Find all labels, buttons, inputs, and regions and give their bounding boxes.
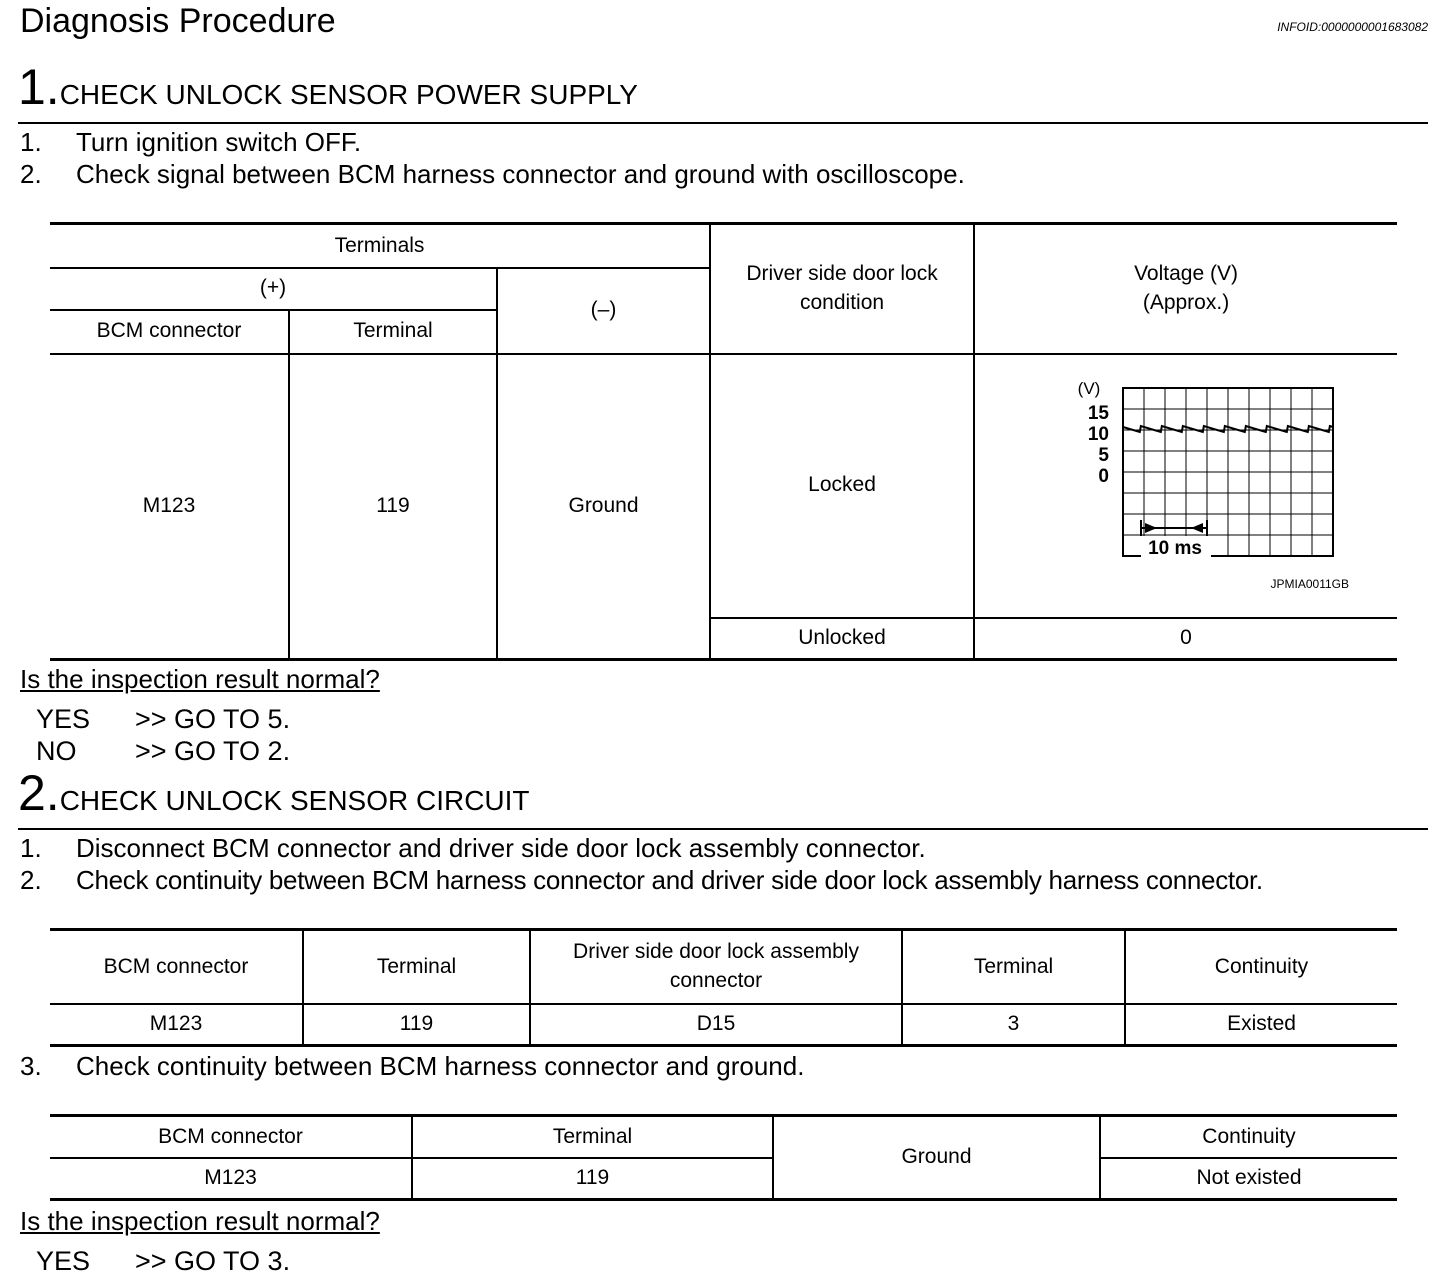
answer-key: YES — [36, 1246, 91, 1276]
step-1-heading — [18, 58, 638, 116]
plus-header: (+) — [50, 268, 497, 310]
time-scale-label: 10 ms — [1148, 538, 1202, 559]
row-connector: M123 — [50, 1158, 412, 1200]
row-continuity: Existed — [1125, 1004, 1397, 1046]
row-door-lock-connector: D15 — [530, 1004, 902, 1046]
row-door-lock-terminal: 3 — [902, 1004, 1125, 1046]
row-continuity: Not existed — [1100, 1158, 1397, 1200]
step-2-heading — [18, 764, 530, 822]
figure-id: JPMIA0011GB — [1270, 577, 1350, 591]
y-tick-label: 0 — [1098, 466, 1110, 487]
y-tick-label: 15 — [1087, 403, 1110, 424]
continuity-header: Continuity — [1100, 1116, 1397, 1158]
instruction-text: Check continuity between BCM harness connector and ground. — [76, 1051, 805, 1081]
step-1-divider — [18, 122, 1428, 124]
step-2-title: CHECK UNLOCK SENSOR CIRCUIT — [59, 785, 530, 816]
info-id: INFOID:0000000001683082 — [1277, 20, 1428, 34]
bcm-connector-header: BCM connector — [50, 310, 289, 354]
terminal-header: Terminal — [412, 1116, 773, 1158]
unlocked-condition: Unlocked — [710, 618, 974, 660]
signal-check-table — [50, 222, 1397, 661]
voltage-header — [974, 224, 1397, 354]
answer-key: NO — [36, 736, 77, 766]
step-2-instruction-2 — [0, 865, 1440, 897]
answer-yes-2 — [0, 1246, 600, 1278]
answer-yes-1 — [0, 704, 600, 736]
voltage-header-line2: (Approx.) — [1142, 290, 1230, 314]
terminal-header: Terminal — [303, 930, 530, 1004]
step-1-instruction-2 — [0, 159, 1440, 191]
door-lock-connector-header: Driver side door lock assembly connector — [530, 930, 902, 1004]
row-connector: M123 — [50, 1004, 303, 1046]
continuity-table-1 — [50, 928, 1397, 1047]
oscilloscope-waveform — [1021, 378, 1351, 593]
terminals-header: Terminals — [50, 224, 710, 268]
time-scale-marker — [1141, 520, 1211, 560]
terminal-header: Terminal — [289, 310, 497, 354]
answer-key: YES — [36, 704, 91, 734]
instruction-text: Turn ignition switch OFF. — [76, 127, 362, 157]
inspection-question-2: Is the inspection result normal? — [20, 1206, 380, 1236]
inspection-question-1: Is the inspection result normal? — [20, 664, 380, 694]
waveform-grid — [1123, 388, 1333, 556]
step-2-instruction-3 — [0, 1051, 1440, 1083]
row-terminal: 119 — [289, 354, 497, 660]
instruction-number: 2. — [20, 159, 42, 189]
step-1-number: 1. — [18, 59, 60, 115]
answer-action: >> GO TO 3. — [135, 1246, 291, 1276]
instruction-text: Check signal between BCM harness connector and ground with oscilloscope. — [76, 159, 965, 189]
answer-action: >> GO TO 5. — [135, 704, 291, 734]
condition-header: Driver side door lock condition — [710, 224, 974, 354]
locked-condition: Locked — [710, 354, 974, 618]
instruction-number: 3. — [20, 1051, 42, 1081]
step-2-instruction-1 — [0, 833, 1440, 865]
instruction-number: 2. — [20, 865, 42, 895]
terminal-header: Terminal — [902, 930, 1125, 1004]
page-title: Diagnosis Procedure — [20, 2, 336, 40]
waveform-cell — [974, 354, 1397, 618]
continuity-header: Continuity — [1125, 930, 1397, 1004]
row-ground: Ground — [497, 354, 710, 660]
row-connector: M123 — [50, 354, 289, 660]
step-2-number: 2. — [18, 765, 60, 821]
y-tick-label: 10 — [1087, 424, 1110, 445]
answer-action: >> GO TO 2. — [135, 736, 291, 766]
voltage-header-line1: Voltage (V) — [1134, 262, 1238, 286]
instruction-text: Disconnect BCM connector and driver side door lock assembly connector. — [76, 833, 926, 863]
step-2-divider — [18, 828, 1428, 830]
step-1-instruction-1 — [0, 127, 1440, 159]
instruction-number: 1. — [20, 833, 42, 863]
unlocked-voltage: 0 — [974, 618, 1397, 660]
bcm-connector-header: BCM connector — [50, 930, 303, 1004]
ground-cell: Ground — [773, 1116, 1100, 1200]
minus-header: (–) — [497, 268, 710, 354]
row-terminal: 119 — [412, 1158, 773, 1200]
waveform-unit-label: (V) — [1077, 379, 1101, 398]
bcm-connector-header: BCM connector — [50, 1116, 412, 1158]
y-tick-label: 5 — [1098, 445, 1110, 466]
instruction-text: Check continuity between BCM harness connector and driver side door lock assembly harness connector. — [76, 865, 1263, 895]
continuity-table-2 — [50, 1114, 1397, 1201]
row-terminal: 119 — [303, 1004, 530, 1046]
step-1-title: CHECK UNLOCK SENSOR POWER SUPPLY — [59, 79, 638, 110]
instruction-number: 1. — [20, 127, 42, 157]
